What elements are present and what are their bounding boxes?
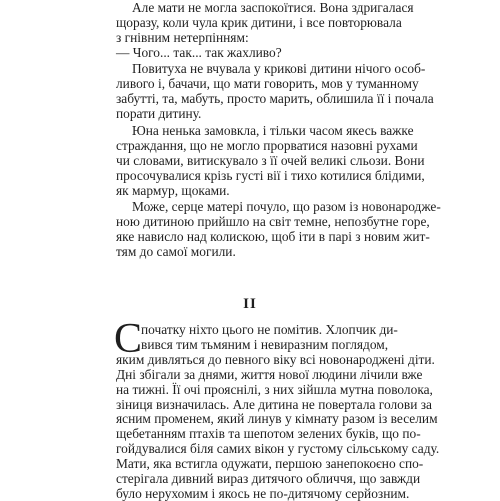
text-line: Повитуха не вчувала у крикові дитини нічого особ-: [132, 61, 426, 77]
text-line: ливого і, бачачи, що мати говорить, мов у туманному: [116, 76, 419, 92]
text-line: стерігала дивний вираз дитячого обличчя, що завжди: [116, 471, 421, 486]
text-line: з гнівним нетерпінням:: [116, 29, 249, 45]
text-line: Дні збігали за днями, життя нової людини лічили вже: [116, 366, 423, 382]
text-line: Юна ненька замовкла, і тільки часом якесь важке: [132, 122, 414, 138]
text-line: щоразу, коли чула крик дитини, і все повторювала: [116, 14, 402, 30]
text-line: щебетанням птахів та шепотом зелених буків, що по-: [116, 426, 421, 442]
text-line: яке нависло над колискою, щоб іти в парі з новим жит-: [116, 229, 430, 245]
text-line: страждання, що не могло прорватися назовні рухами: [116, 137, 418, 153]
text-line: забутті, та, мабуть, просто марить, облишила її і почала: [116, 91, 434, 107]
text-line: порати дитину.: [116, 106, 202, 122]
text-line: чи словами, витискувало з її очей великі сльози. Вони: [116, 152, 425, 168]
text-line: як мармур, щоками.: [116, 182, 230, 198]
text-line: яким дивляться до певного віку всі новонароджені діти.: [116, 351, 435, 367]
text-line: тям до самої могили.: [116, 244, 236, 259]
text-line: вився тим тьмяним і невиразним поглядом,: [141, 336, 389, 352]
text-line: зіниця визначилась. Але дитина не повертала голови за: [116, 396, 432, 412]
text-line: ною дитиною прийшло на світ темне, непозбутне горе,: [116, 214, 430, 230]
text-line: Але мати не могла заспокоїтися. Вона здригалася: [132, 0, 414, 15]
text-line: Може, серце матері почуло, що разом із новонародже-: [132, 199, 441, 215]
text-line: було нерухомим і якось не по-дитячому серйозним.: [116, 485, 410, 501]
text-line: початку ніхто цього не помітив. Хлопчик ди-: [141, 322, 398, 337]
section-title: II: [243, 296, 257, 312]
text-line: — Чого... так... так жахливо?: [116, 44, 282, 60]
text-line: Мати, яка встигла одужати, першою занепокоєно спо-: [116, 456, 424, 472]
text-line: просочувалися крізь густі вії і тихо котилися блідими,: [116, 167, 425, 183]
text-line: на тижні. Її очі прояснілі, з них зійшла мутна поволока,: [116, 381, 433, 397]
text-line: ясним променем, який линув у кімнату разом із веселим: [116, 411, 438, 427]
drop-cap: С: [114, 316, 143, 362]
text-line: гойдувалися біля самих вікон у густому сільському саду.: [116, 441, 440, 457]
